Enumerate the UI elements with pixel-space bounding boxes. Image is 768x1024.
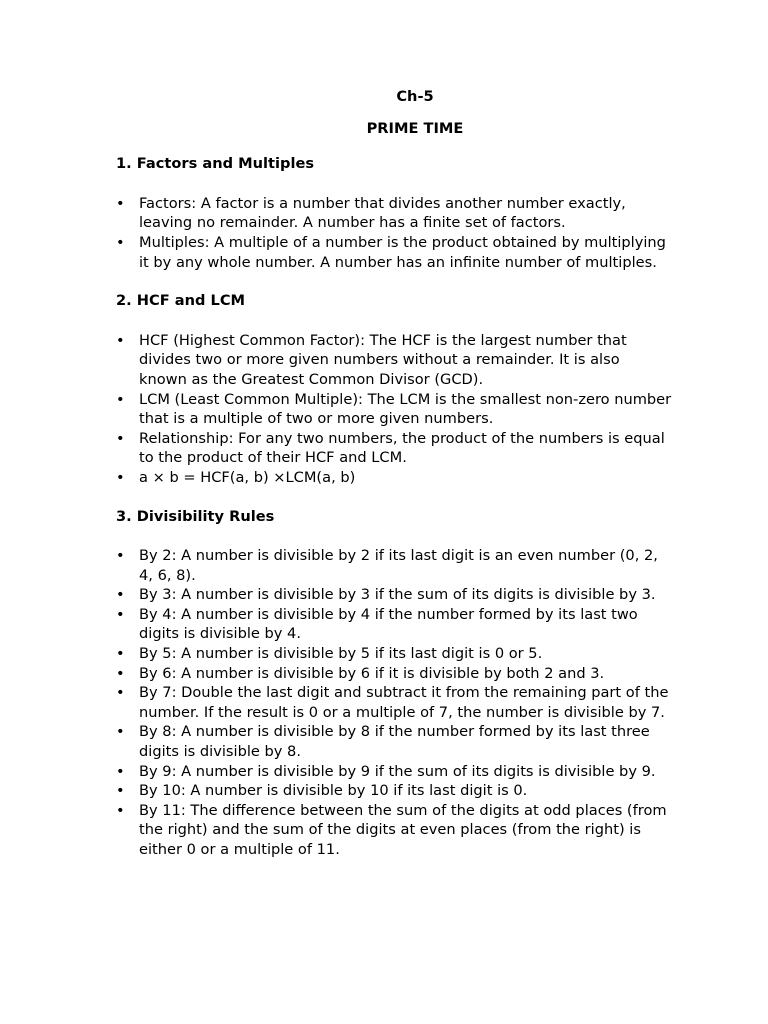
section-factors-multiples [116, 154, 672, 272]
bullet-icon: • [116, 762, 125, 780]
section-heading: 2. HCF and LCM [116, 292, 246, 310]
list-item [116, 194, 672, 233]
list-item-text: By 2: A number is divisible by 2 if its last digit is an even number (0, 2, 4, 6, 8). [139, 547, 658, 584]
bullet-list [116, 194, 672, 272]
list-item [116, 762, 672, 782]
bullet-icon: • [116, 331, 125, 349]
list-item [116, 801, 672, 860]
list-item [116, 683, 672, 722]
bullet-icon: • [116, 801, 125, 819]
bullet-icon: • [116, 586, 125, 604]
bullet-icon: • [116, 233, 125, 251]
bullet-icon: • [116, 390, 125, 408]
list-item-text: Factors: A factor is a number that divides another number exactly, leaving no remainder. A number has a finite set of factors. [139, 194, 626, 232]
bullet-list [116, 331, 672, 488]
list-item-text: Relationship: For any two numbers, the product of the numbers is equal to the product of their HCF and LCM. [139, 429, 665, 467]
list-item [116, 644, 672, 664]
bullet-list [116, 546, 672, 860]
list-item [116, 233, 672, 272]
chapter-label: Ch-5 [396, 88, 434, 105]
section-heading: 3. Divisibility Rules [116, 507, 275, 525]
bullet-icon: • [116, 468, 125, 486]
list-item [116, 429, 672, 468]
bullet-icon: • [116, 547, 125, 565]
section-divisibility-rules [116, 507, 672, 860]
list-item [116, 605, 672, 644]
list-item-text: By 9: A number is divisible by 9 if the sum of its digits is divisible by 9. [139, 762, 656, 780]
bullet-icon: • [116, 645, 125, 663]
bullet-icon: • [116, 194, 125, 212]
list-item-text: a × b = HCF(a, b) ×LCM(a, b) [139, 468, 356, 486]
list-item-text: By 4: A number is divisible by 4 if the number formed by its last two digits is divisible by 4. [139, 605, 638, 643]
page-title: PRIME TIME [366, 119, 464, 137]
list-item-text: By 5: A number is divisible by 5 if its last digit is 0 or 5. [139, 645, 543, 663]
list-item [116, 664, 672, 684]
list-item-text: By 10: A number is divisible by 10 if its last digit is 0. [139, 782, 528, 800]
list-item [116, 722, 672, 761]
list-item [116, 546, 672, 585]
list-item [116, 390, 672, 429]
list-item-text: HCF (Highest Common Factor): The HCF is the largest number that divides two or more given numbers without a remainder. It is also known as the Greatest Common Divisor (GCD). [139, 331, 627, 388]
bullet-icon: • [116, 429, 125, 447]
bullet-icon: • [116, 684, 125, 702]
section-hcf-lcm [116, 291, 672, 487]
list-item-text: Multiples: A multiple of a number is the product obtained by multiplying it by any whole number. A number has an infinite number of multiples. [139, 233, 666, 271]
list-item [116, 585, 672, 605]
list-item-text: By 3: A number is divisible by 3 if the sum of its digits is divisible by 3. [139, 586, 656, 604]
list-item-text: LCM (Least Common Multiple): The LCM is the smallest non-zero number that is a multiple of two or more given numbers. [139, 390, 672, 428]
list-item-text: By 8: A number is divisible by 8 if the number formed by its last three digits is divisible by 8. [139, 723, 650, 761]
section-heading: 1. Factors and Multiples [116, 155, 315, 173]
list-item-text: By 6: A number is divisible by 6 if it is divisible by both 2 and 3. [139, 664, 605, 682]
list-item [116, 468, 672, 488]
bullet-icon: • [116, 664, 125, 682]
bullet-icon: • [116, 723, 125, 741]
bullet-icon: • [116, 782, 125, 800]
list-item-text: By 7: Double the last digit and subtract it from the remaining part of the number. If the result is 0 or a multiple of 7, the number is divisible by 7. [139, 684, 669, 721]
list-item [116, 331, 672, 390]
bullet-icon: • [116, 605, 125, 623]
list-item [116, 781, 672, 801]
list-item-text: By 11: The difference between the sum of the digits at odd places (from the right) and the sum of the digits at even places (from the right) is either 0 or a multiple of 11. [139, 801, 667, 858]
